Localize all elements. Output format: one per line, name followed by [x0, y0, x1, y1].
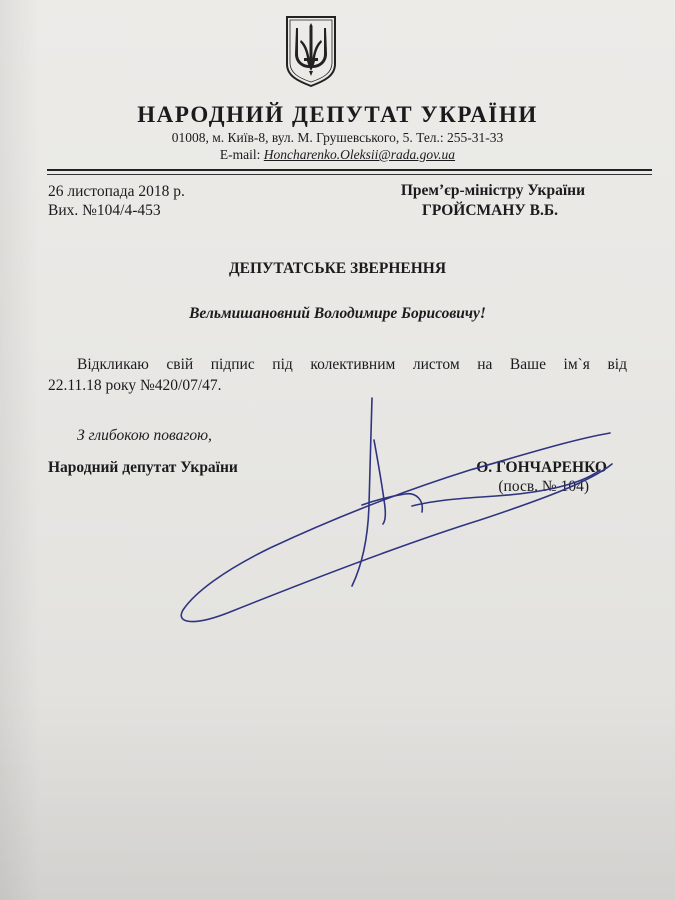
body-text-line-2: 22.11.18 року №420/07/47. — [48, 377, 222, 394]
salutation: Вельмишановний Володимире Борисовичу! — [189, 305, 486, 322]
signer-name: О. ГОНЧАРЕНКО — [476, 459, 607, 476]
outgoing-number: Вих. №104/4-453 — [48, 202, 161, 219]
email-link[interactable]: Honcharenko.Oleksii@rada.gov.ua — [263, 147, 456, 162]
letterhead-title: НАРОДНИЙ ДЕПУТАТ УКРАЇНИ — [137, 102, 538, 127]
document-title: ДЕПУТАТСЬКЕ ЗВЕРНЕННЯ — [228, 260, 447, 277]
addressee-name: ГРОЙСМАНУ В.Б. — [421, 202, 558, 219]
signer-certificate: (посв. № 104) — [498, 478, 589, 495]
letter-date: 26 листопада 2018 р. — [48, 183, 185, 200]
letterhead-address: 01008, м. Київ-8, вул. М. Грушевського, 5. Тел.: 255-31-33 — [171, 130, 504, 145]
signer-position: Народний депутат України — [48, 459, 238, 476]
body-text-line-1: Відкликаю свій підпис під колективним листом на Ваше ім`я від — [77, 356, 627, 373]
addressee-position: Прем’єр-міністру України — [400, 182, 585, 199]
closing-phrase: З глибокою повагою, — [77, 427, 212, 444]
email-label: E-mail: — [219, 147, 264, 162]
